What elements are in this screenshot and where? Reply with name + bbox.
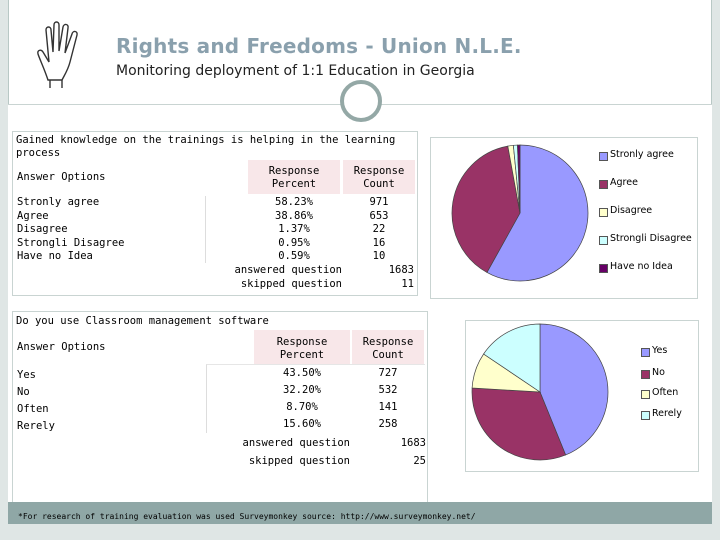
- chart1-legend-label: Strongli Disagree: [610, 233, 692, 244]
- table2-col-percent: Response Percent: [276, 336, 328, 361]
- table1-row-option: Have no Idea: [17, 250, 93, 262]
- table1-grid: [205, 196, 249, 263]
- chart1-legend-label: Have no Idea: [610, 261, 673, 272]
- chart2-legend-swatch: [641, 348, 650, 357]
- hand-icon: [34, 20, 92, 90]
- table2-row-count: 727: [378, 367, 398, 379]
- bottom-strip: [8, 524, 712, 540]
- table1-col-options: Answer Options: [17, 171, 106, 183]
- table1-row-percent: 58.23%: [275, 196, 313, 208]
- table2-skipped-label: skipped question: [248, 455, 350, 467]
- table2-skipped-value: 25: [413, 455, 426, 467]
- footer-note: *For research of training evaluation was used Surveymonkey source: http://www.surveymonkey.net/: [18, 512, 476, 521]
- table2-row-count: 258: [378, 418, 398, 430]
- page-title: Rights and Freedoms - Union N.L.E.: [116, 34, 522, 58]
- table2-row-count: 532: [378, 384, 398, 396]
- chart2-legend-label: Yes: [652, 345, 668, 356]
- chart2-legend-label: Rerely: [652, 408, 682, 419]
- table1-col-percent: Response Percent: [268, 165, 320, 190]
- chart1-legend-label: Disagree: [610, 205, 653, 216]
- table2-col-count: Response Count: [362, 336, 414, 361]
- table2-col-options: Answer Options: [17, 341, 106, 353]
- chart2-legend-label: Often: [652, 387, 679, 398]
- table2-row-percent: 43.50%: [283, 367, 321, 379]
- chart2-legend-swatch: [641, 370, 650, 379]
- table1-row-count: 10: [372, 250, 386, 262]
- table1-row-option: Strongli Disagree: [17, 236, 125, 249]
- table1-answered-value: 1683: [388, 264, 414, 276]
- table1-col-count: Response Count: [353, 165, 405, 190]
- table2-row-percent: 8.70%: [286, 401, 318, 413]
- table2-row-option: Often: [17, 403, 49, 415]
- table2-row-percent: 32.20%: [283, 384, 321, 396]
- table1-skipped-label: skipped question: [240, 278, 342, 290]
- table1-skipped-value: 11: [401, 278, 414, 290]
- table1-row-percent: 0.95%: [278, 236, 310, 249]
- table1-row-count: 16: [372, 236, 386, 249]
- table2-answered-label: answered question: [242, 437, 350, 449]
- chart1-pie: [440, 140, 600, 290]
- table2-row-option: Rerely: [17, 420, 55, 432]
- table1-row-option: Disagree: [17, 223, 68, 235]
- table1-row-count: 653: [369, 209, 389, 222]
- table2-question: Do you use Classroom management software: [16, 315, 269, 327]
- chart1-legend-label: Stronly agree: [610, 149, 674, 160]
- table1-row-option: Agree: [17, 209, 49, 222]
- chart2-legend-swatch: [641, 411, 650, 420]
- table2-grid: [206, 364, 425, 433]
- table2-row-option: Yes: [17, 369, 36, 381]
- table2-row-percent: 15.60%: [283, 418, 321, 430]
- left-border: [0, 0, 8, 540]
- chart1-legend-swatch: [599, 264, 608, 273]
- table1-row-option: Stronly agree: [17, 196, 100, 208]
- table1-answered-label: answered question: [234, 264, 342, 276]
- table2-answered-value: 1683: [400, 437, 426, 449]
- page-subtitle: Monitoring deployment of 1:1 Education in Georgia: [116, 63, 475, 79]
- right-border: [712, 0, 720, 540]
- table1-row-percent: 1.37%: [278, 223, 310, 235]
- chart1-legend-swatch: [599, 152, 608, 161]
- table2-row-option: No: [17, 386, 30, 398]
- table1-question: Gained knowledge on the trainings is helping in the learning process: [16, 134, 396, 159]
- table1-row-count: 22: [372, 223, 386, 235]
- table1-row-percent: 38.86%: [275, 209, 313, 222]
- table1-row-count: 971: [369, 196, 389, 208]
- table1-row-percent: 0.59%: [278, 250, 310, 262]
- circle-ornament: [340, 80, 382, 122]
- chart1-legend-swatch: [599, 236, 608, 245]
- chart1-legend-swatch: [599, 208, 608, 217]
- chart1-legend-swatch: [599, 180, 608, 189]
- chart2-legend-swatch: [641, 390, 650, 399]
- chart2-pie: [465, 320, 615, 465]
- table2-row-count: 141: [378, 401, 398, 413]
- chart2-legend-label: No: [652, 367, 665, 378]
- chart1-legend-label: Agree: [610, 177, 638, 188]
